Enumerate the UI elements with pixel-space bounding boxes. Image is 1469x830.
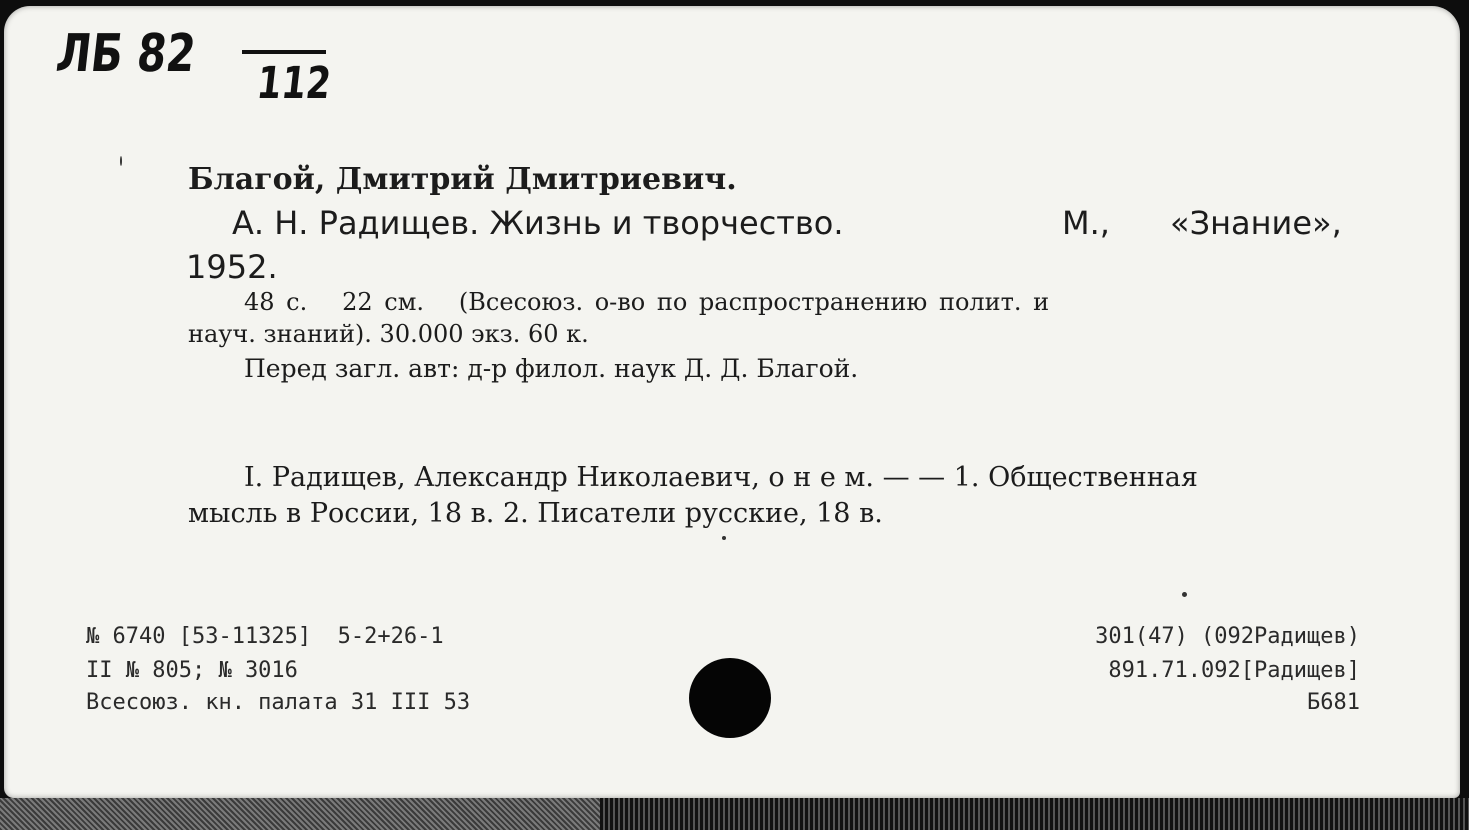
shelfmark-prefix: ЛБ 82 — [53, 24, 199, 84]
scan-edge-bottom — [0, 798, 1469, 830]
collation-line-1: 48 с. 22 см. (Всесоюз. о-во по распространению полит. и — [244, 288, 1050, 316]
collation-line-2: науч. знаний). 30.000 экз. 60 к. — [188, 320, 589, 348]
publication-place: М., — [1062, 204, 1110, 242]
footer-right-line-2: 891.71.092[Радищев] — [1108, 658, 1360, 683]
ink-speck — [722, 536, 726, 540]
ink-speck — [1182, 592, 1187, 597]
footer-right-line-1: 301(47) (092Радищев) — [1095, 624, 1360, 649]
publisher: «Знание», — [1170, 204, 1342, 242]
footer-left-line-2: II № 805; № 3016 — [86, 658, 298, 683]
footer-left-line-1: № 6740 [53-11325] 5-2+26-1 — [86, 624, 444, 649]
ink-speck — [120, 156, 122, 166]
shelfmark-number: 112 — [254, 58, 334, 109]
title-line: А. Н. Радищев. Жизнь и творчество. — [232, 204, 844, 242]
subjects-line-2: мысль в России, 18 в. 2. Писатели русские, 18 в. — [188, 498, 883, 529]
note-line: Перед загл. авт: д-р филол. наук Д. Д. Благой. — [244, 354, 859, 383]
publication-year: 1952. — [186, 248, 278, 286]
shelfmark-fraction-bar — [242, 50, 326, 54]
footer-right-line-3: Б681 — [1307, 690, 1360, 715]
punch-hole — [689, 658, 771, 738]
scan-edge-right — [1460, 0, 1469, 830]
author-heading: Благой, Дмитрий Дмитриевич. — [188, 162, 737, 197]
footer-left-line-3: Всесоюз. кн. палата 31 III 53 — [86, 690, 471, 715]
scan-edge-bottom-dark — [600, 798, 1469, 830]
catalog-card — [4, 6, 1460, 798]
subjects-line-1: I. Радищев, Александр Николаевич, о н е м. — — 1. Общественная — [244, 462, 1198, 493]
